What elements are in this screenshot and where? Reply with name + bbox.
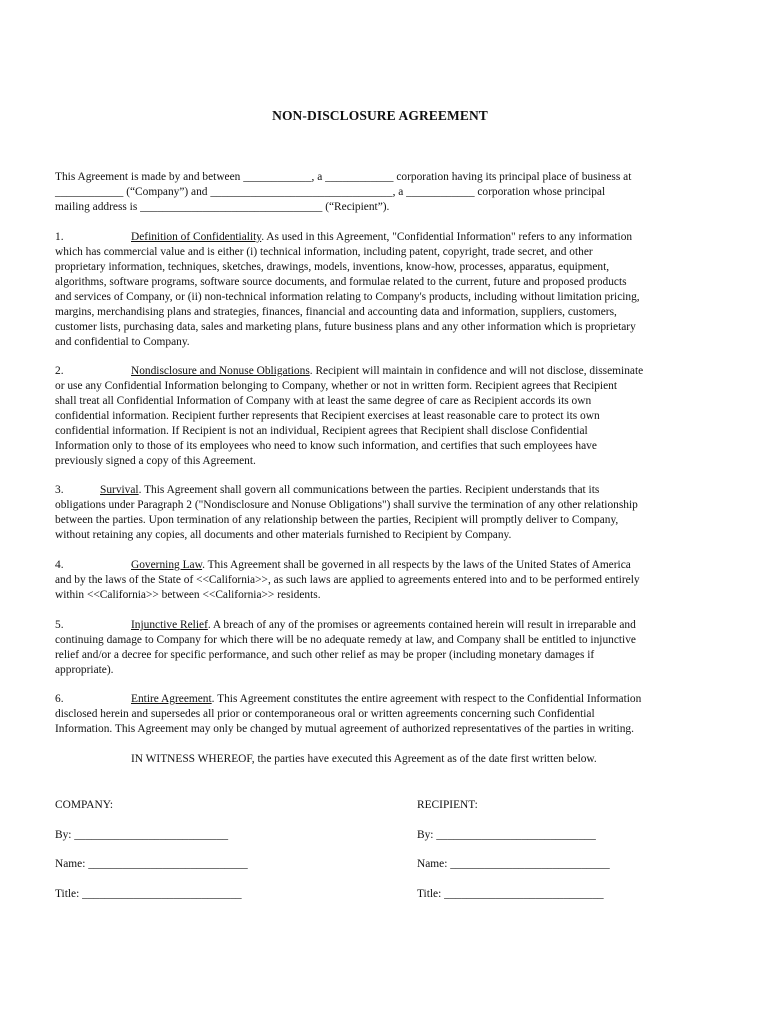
section-number: 3. <box>55 484 64 496</box>
section-first-line <box>55 692 705 707</box>
intro-paragraph <box>55 170 705 215</box>
section-line: proprietary information, techniques, sketches, drawings, models, inventions, know-how, processes, apparatus, equipment, <box>55 261 610 273</box>
section-heading: Definition of Confidentiality <box>131 231 262 243</box>
section-nondisclosure-obligations <box>55 364 705 469</box>
section-line: without retaining any copies, all documents and other materials furnished to Recipient by Company. <box>55 529 512 541</box>
section-first-line <box>55 558 705 573</box>
section-text: . This Agreement shall be governed in all respects by the laws of the United States of America <box>202 559 631 571</box>
section-line: previously signed a copy of this Agreement. <box>55 455 256 467</box>
section-heading: Entire Agreement <box>131 693 212 705</box>
section-heading: Nondisclosure and Nonuse Obligations <box>131 365 310 377</box>
section-text: . This Agreement shall govern all communications between the parties. Recipient understands that its <box>138 484 600 496</box>
section-survival <box>55 483 705 543</box>
section-heading: Survival <box>100 484 139 496</box>
recipient-name-field: Name: ____________________________ <box>417 858 610 870</box>
section-line: continuing damage to Company for which there will be no adequate remedy at law, and Company shall be entitled to injunctive <box>55 634 636 646</box>
witness-statement: IN WITNESS WHEREOF, the parties have executed this Agreement as of the date first written below. <box>131 753 597 765</box>
section-line: relief and/or a decree for specific performance, and such other relief as may be proper (including monetary damages if <box>55 649 595 661</box>
section-first-line <box>55 483 705 498</box>
intro-line: mailing address is ________________________________ (“Recipient”). <box>55 201 390 213</box>
section-number: 1. <box>55 231 64 243</box>
section-heading: Governing Law <box>131 559 203 571</box>
section-text: . This Agreement constitutes the entire agreement with respect to the Confidential Information <box>211 693 642 705</box>
section-line: disclosed herein and supersedes all prior or contemporaneous oral or written agreements concerning such Confidential <box>55 708 595 720</box>
section-text: . A breach of any of the promises or agreements contained herein will result in irreparable and <box>207 619 636 631</box>
section-line: customer lists, purchasing data, sales and marketing plans, future business plans and any other information which is proprietary <box>55 321 636 333</box>
section-line: shall treat all Confidential Information of Company with at least the same degree of care as Recipient accords its own <box>55 395 592 407</box>
section-line: or use any Confidential Information belonging to Company, whether or not in written form. Recipient agrees that Recipient <box>55 380 618 392</box>
recipient-label: RECIPIENT: <box>417 799 478 811</box>
section-first-line <box>55 364 705 379</box>
section-line: confidential information. Recipient further represents that Recipient exercises at least reasonable care to protect its own <box>55 410 600 422</box>
section-text: . As used in this Agreement, "Confidential Information" refers to any information <box>261 231 633 243</box>
section-line: within <<California>> between <<California>> residents. <box>55 589 321 601</box>
company-by-field: By: ___________________________ <box>55 829 229 841</box>
section-line: and by the laws of the State of <<California>>, as such laws are applied to agreements entered into and to be performed entirely <box>55 574 640 586</box>
recipient-title-field: Title: ____________________________ <box>417 888 604 900</box>
section-first-line <box>55 230 705 245</box>
section-first-line <box>55 618 705 633</box>
section-number: 5. <box>55 619 64 631</box>
section-line: appropriate). <box>55 664 114 676</box>
company-label: COMPANY: <box>55 799 114 811</box>
section-line: Information only to those of its employees who need to know such information, and certifies that such employees have <box>55 440 597 452</box>
section-entire-agreement <box>55 692 705 737</box>
section-number: 4. <box>55 559 64 571</box>
section-governing-law <box>55 558 705 603</box>
section-line: algorithms, software programs, software source documents, and formulae related to the current, future and proposed products <box>55 276 627 288</box>
intro-line: ____________ (“Company”) and ________________________________, a ____________ corporation whose principal <box>55 186 606 198</box>
company-title-field: Title: ____________________________ <box>55 888 242 900</box>
section-text: . Recipient will maintain in confidence and will not disclose, disseminate <box>309 365 644 377</box>
section-line: and confidential to Company. <box>55 336 190 348</box>
section-line: and services of Company, or (ii) non-technical information relating to Company's products, including without limitation pricing, <box>55 291 640 303</box>
section-number: 6. <box>55 693 64 705</box>
section-line: between the parties. Upon termination of any relationship between the parties, Recipient will promptly deliver to Company, <box>55 514 619 526</box>
document-title: NON-DISCLOSURE AGREEMENT <box>272 108 488 123</box>
company-name-field: Name: ____________________________ <box>55 858 248 870</box>
section-injunctive-relief <box>55 618 705 678</box>
section-definition-of-confidentiality <box>55 230 705 350</box>
section-line: confidential information. If Recipient is not an individual, Recipient agrees that Recipient shall disclose Confidential <box>55 425 588 437</box>
section-line: which has commercial value and is either (i) technical information, including patent, copyright, trade secret, and other <box>55 246 593 258</box>
intro-line: This Agreement is made by and between ____________, a ____________ corporation having its principal place of business at <box>55 171 632 183</box>
recipient-by-field: By: ____________________________ <box>417 829 596 841</box>
section-number: 2. <box>55 365 64 377</box>
section-heading: Injunctive Relief <box>131 619 208 631</box>
section-line: obligations under Paragraph 2 ("Nondisclosure and Nonuse Obligations") shall survive the termination of any other relationship <box>55 499 638 511</box>
section-line: margins, merchandising plans and strategies, finances, financial and accounting data and information, suppliers, customers, <box>55 306 617 318</box>
section-line: Information. This Agreement may only be changed by mutual agreement of authorized representatives of the parties in writing. <box>55 723 634 735</box>
